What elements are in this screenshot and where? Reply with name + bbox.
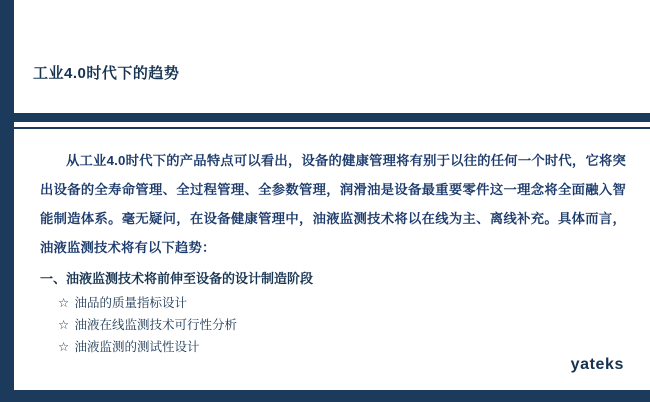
list-item-label: 油品的质量指标设计 bbox=[74, 296, 187, 310]
body-paragraph: 从工业4.0时代下的产品特点可以看出，设备的健康管理将有别于以往的任何一个时代，它将突出设备的全寿命管理、全过程管理、全参数管理，润滑油是设备最重要零件这一理念将全面融入智能制造体系。毫无疑问，在设备健康管理中，油液监测技术将以在线为主、离线补充。具体而言，油液监测技术将有以下趋势： bbox=[40, 153, 626, 255]
list-item-label: 油液在线监测技术可行性分析 bbox=[74, 318, 237, 332]
list-item bbox=[58, 314, 237, 336]
page-title: 工业4.0时代下的趋势 bbox=[33, 65, 180, 82]
list-item-label: 油液监测的测试性设计 bbox=[74, 340, 200, 354]
title-divider-thin bbox=[14, 127, 650, 129]
bullet-list bbox=[58, 292, 237, 358]
star-bullet-icon: ☆ bbox=[58, 296, 70, 310]
star-bullet-icon: ☆ bbox=[58, 340, 70, 354]
brand-logo: yateks bbox=[570, 356, 624, 373]
title-divider-thick bbox=[14, 113, 650, 122]
list-item bbox=[58, 292, 237, 314]
star-bullet-icon: ☆ bbox=[58, 318, 70, 332]
bottom-accent-band bbox=[0, 390, 650, 402]
list-item bbox=[58, 336, 237, 358]
left-accent-band bbox=[0, 0, 14, 402]
section-subheading: 一、油液监测技术将前伸至设备的设计制造阶段 bbox=[40, 271, 314, 286]
